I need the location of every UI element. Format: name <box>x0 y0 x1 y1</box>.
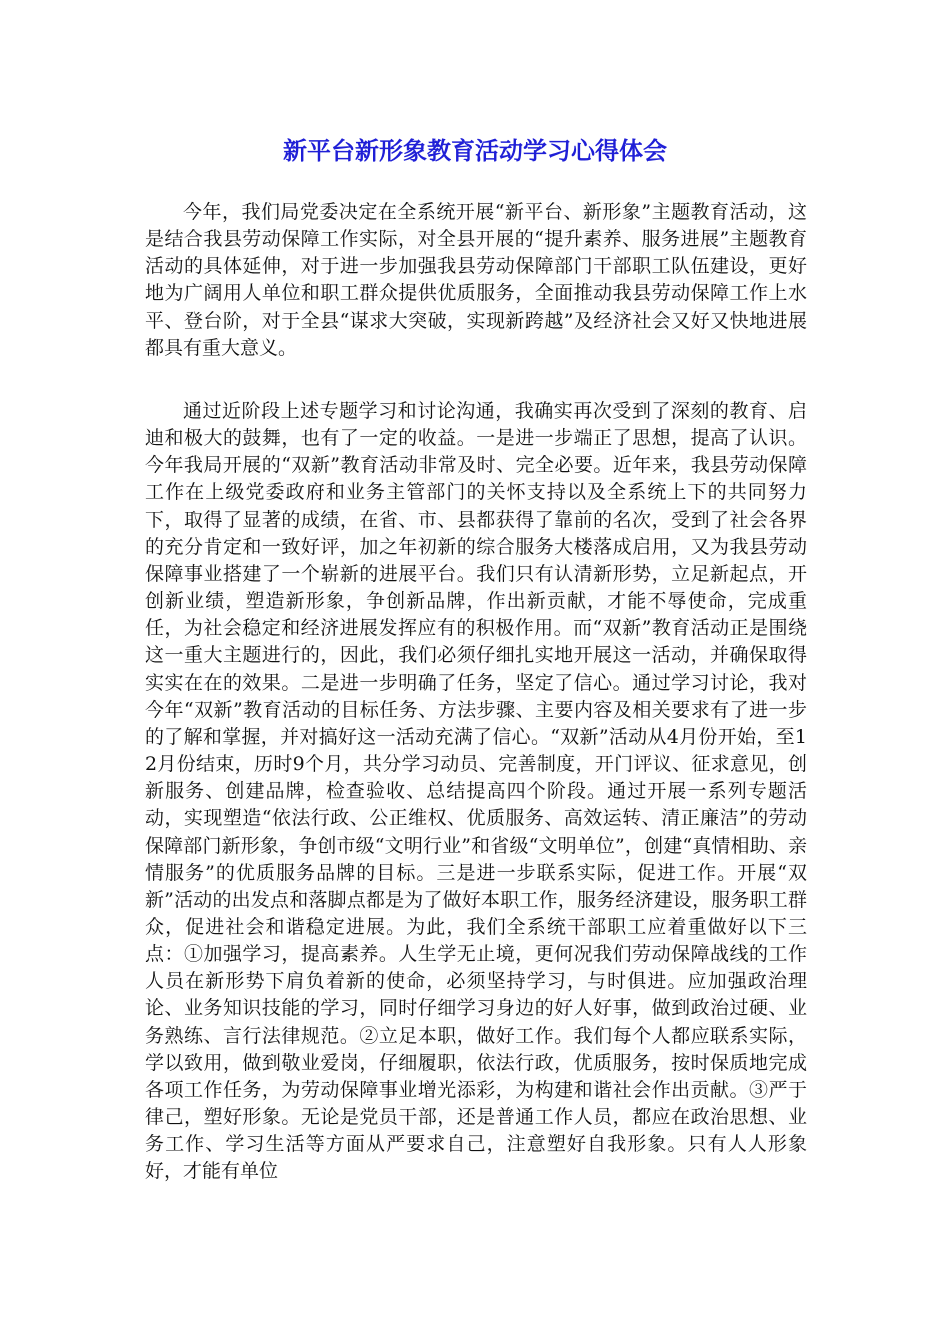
paragraph-main: 通过近阶段上述专题学习和讨论沟通，我确实再次受到了深刻的教育、启迪和极大的鼓舞，也有了一定的收益。一是进一步端正了思想，提高了认识。今年我局开展的“双新”教育活动非常及时、完全必要。近年来，我县劳动保障工作在上级党委政府和业务主管部门的关怀支持以及全系统上下的共同努力下，取得了显著的成绩，在省、市、县都获得了靠前的名次，受到了社会各界的充分肯定和一致好评，加之年初新的综合服务大楼落成启用，又为我县劳动保障事业搭建了一个崭新的进展平台。我们只有认清新形势，立足新起点，开创新业绩，塑造新形象，争创新品牌，作出新贡献，才能不辱使命，完成重任，为社会稳定和经济进展发挥应有的积极作用。而“双新”教育活动正是围绕这一重大主题进行的，因此，我们必须仔细扎实地开展这一活动，并确保取得实实在在的效果。二是进一步明确了任务，坚定了信心。通过学习讨论，我对今年“双新”教育活动的目标任务、方法步骤、主要内容及相关要求有了进一步的了解和掌握，并对搞好这一活动充满了信心。“双新”活动从4月份开始，至12月份结束，历时9个月，共分学习动员、完善制度，开门评议、征求意见，创新服务、创建品牌，检查验收、总结提高四个阶段。通过开展一系列专题活动，实现塑造“依法行政、公正维权、优质服务、高效运转、清正廉洁”的劳动保障部门新形象，争创市级“文明行业”和省级“文明单位”，创建“真情相助、亲情服务”的优质服务品牌的目标。三是进一步联系实际，促进工作。开展“双新”活动的出发点和落脚点都是为了做好本职工作，服务经济建设，服务职工群众，促进社会和谐稳定进展。为此，我们全系统干部职工应着重做好以下三点：①加强学习，提高素养。人生学无止境，更何况我们劳动保障战线的工作人员在新形势下肩负着新的使命，必须坚持学习，与时俱进。应加强政治理论、业务知识技能的学习，同时仔细学习身边的好人好事，做到政治过硬、业务熟练、言行法律规范。②立足本职，做好工作。我们每个人都应联系实际，学以致用，做到敬业爱岗，仔细履职，依法行政，优质服务，按时保质地完成各项工作任务，为劳动保障事业增光添彩，为构建和谐社会作出贡献。③严于律己，塑好形象。无论是党员干部，还是普通工作人员，都应在政治思想、业务工作、学习生活等方面从严要求自己，注意塑好自我形象。只有人人形象好，才能有单位 <box>145 400 807 1183</box>
paragraph-intro: 今年，我们局党委决定在全系统开展“新平台、新形象”主题教育活动，这是结合我县劳动保障工作实际，对全县开展的“提升素养、服务进展”主题教育活动的具体延伸，对于进一步加强我县劳动保障部门干部职工队伍建设，更好地为广阔用人单位和职工群众提供优质服务，全面推动我县劳动保障工作上水平、登台阶，对于全县“谋求大突破，实现新跨越”及经济社会又好又快地进展都具有重大意义。 <box>145 201 807 359</box>
document-title: 新平台新形象教育活动学习心得体会 <box>283 137 667 165</box>
